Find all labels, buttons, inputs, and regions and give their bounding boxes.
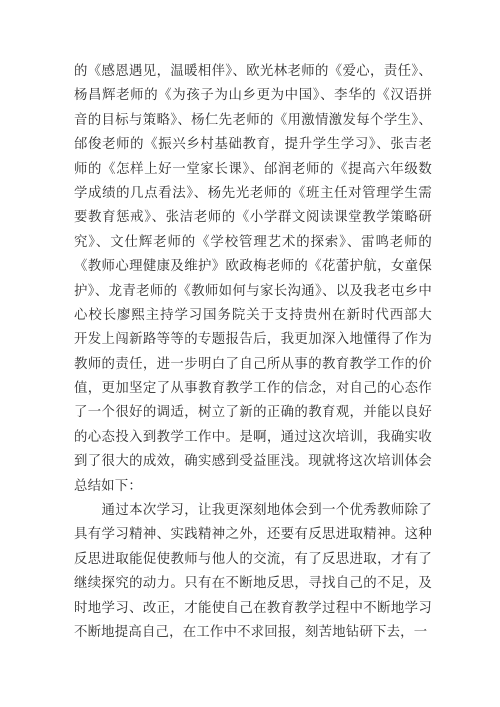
text-line: 了一个很好的调适，树立了新的正确的教育观，并能以良好 bbox=[74, 405, 432, 421]
text-line: 时地学习、改正，才能使自己在教育教学过程中不断地学习 bbox=[74, 600, 432, 616]
text-line: 的心态投入到教学工作中。是啊，通过这次培训，我确实收 bbox=[74, 429, 432, 445]
text-line: 《教师心理健康及维护》欧政梅老师的《花蕾护航，女童保 bbox=[74, 259, 432, 275]
text-line: 要教育惩戒》、张洁老师的《小学群文阅读课堂教学策略研 bbox=[74, 210, 432, 226]
text-line: 教师的责任，进一步明白了自己所从事的教育教学工作的价 bbox=[74, 356, 432, 372]
text-line: 值，更加坚定了从事教育教学工作的信念，对自己的心态作 bbox=[74, 381, 432, 397]
text-line: 心校长廖熙主持学习国务院关于支持贵州在新时代西部大 bbox=[74, 307, 432, 323]
text-line: 师的《怎样上好一堂家长课》、邰润老师的《提高六年级数 bbox=[74, 161, 432, 177]
text-line: 继续探究的动力。只有在不断地反思，寻找自己的不足，及 bbox=[74, 576, 432, 592]
text-line: 到了很大的成效，确实感到受益匪浅。现就将这次培训体会 bbox=[74, 454, 432, 470]
text-line: 具有学习精神、实践精神之外，还要有反思进取精神。这种 bbox=[74, 527, 432, 543]
text-line: 究》、文仕辉老师的《学校管理艺术的探索》、雷鸣老师的 bbox=[74, 234, 432, 250]
text-line: 总结如下： bbox=[74, 478, 142, 494]
text-line: 通过本次学习，让我更深刻地体会到一个优秀教师除了 bbox=[74, 503, 432, 519]
text-line: 反思进取能促使教师与他人的交流，有了反思进取，才有了 bbox=[74, 551, 432, 567]
paragraph bbox=[74, 499, 432, 645]
paragraph bbox=[74, 60, 432, 499]
document-body bbox=[74, 60, 432, 645]
text-line: 音的目标与策略》、杨仁先老师的《用激情激发每个学生》、 bbox=[74, 112, 432, 128]
text-line: 杨昌辉老师的《为孩子为山乡更为中国》、李华的《汉语拼 bbox=[74, 88, 432, 104]
text-line: 开发上闯新路等等的专题报告后，我更加深入地懂得了作为 bbox=[74, 332, 432, 348]
text-line: 学成绩的几点看法》、杨先光老师的《班主任对管理学生需 bbox=[74, 185, 432, 201]
text-line: 的《感恩遇见，温暖相伴》、欧光林老师的《爱心，责任》、 bbox=[74, 64, 432, 79]
text-line: 不断地提高自己，在工作中不求回报，刻苦地钻研下去，一 bbox=[74, 624, 428, 640]
text-line: 邰俊老师的《振兴乡村基础教育，提升学生学习》、张吉老 bbox=[74, 137, 432, 153]
text-line: 护》、龙青老师的《教师如何与家长沟通》、以及我老屯乡中 bbox=[74, 283, 432, 299]
